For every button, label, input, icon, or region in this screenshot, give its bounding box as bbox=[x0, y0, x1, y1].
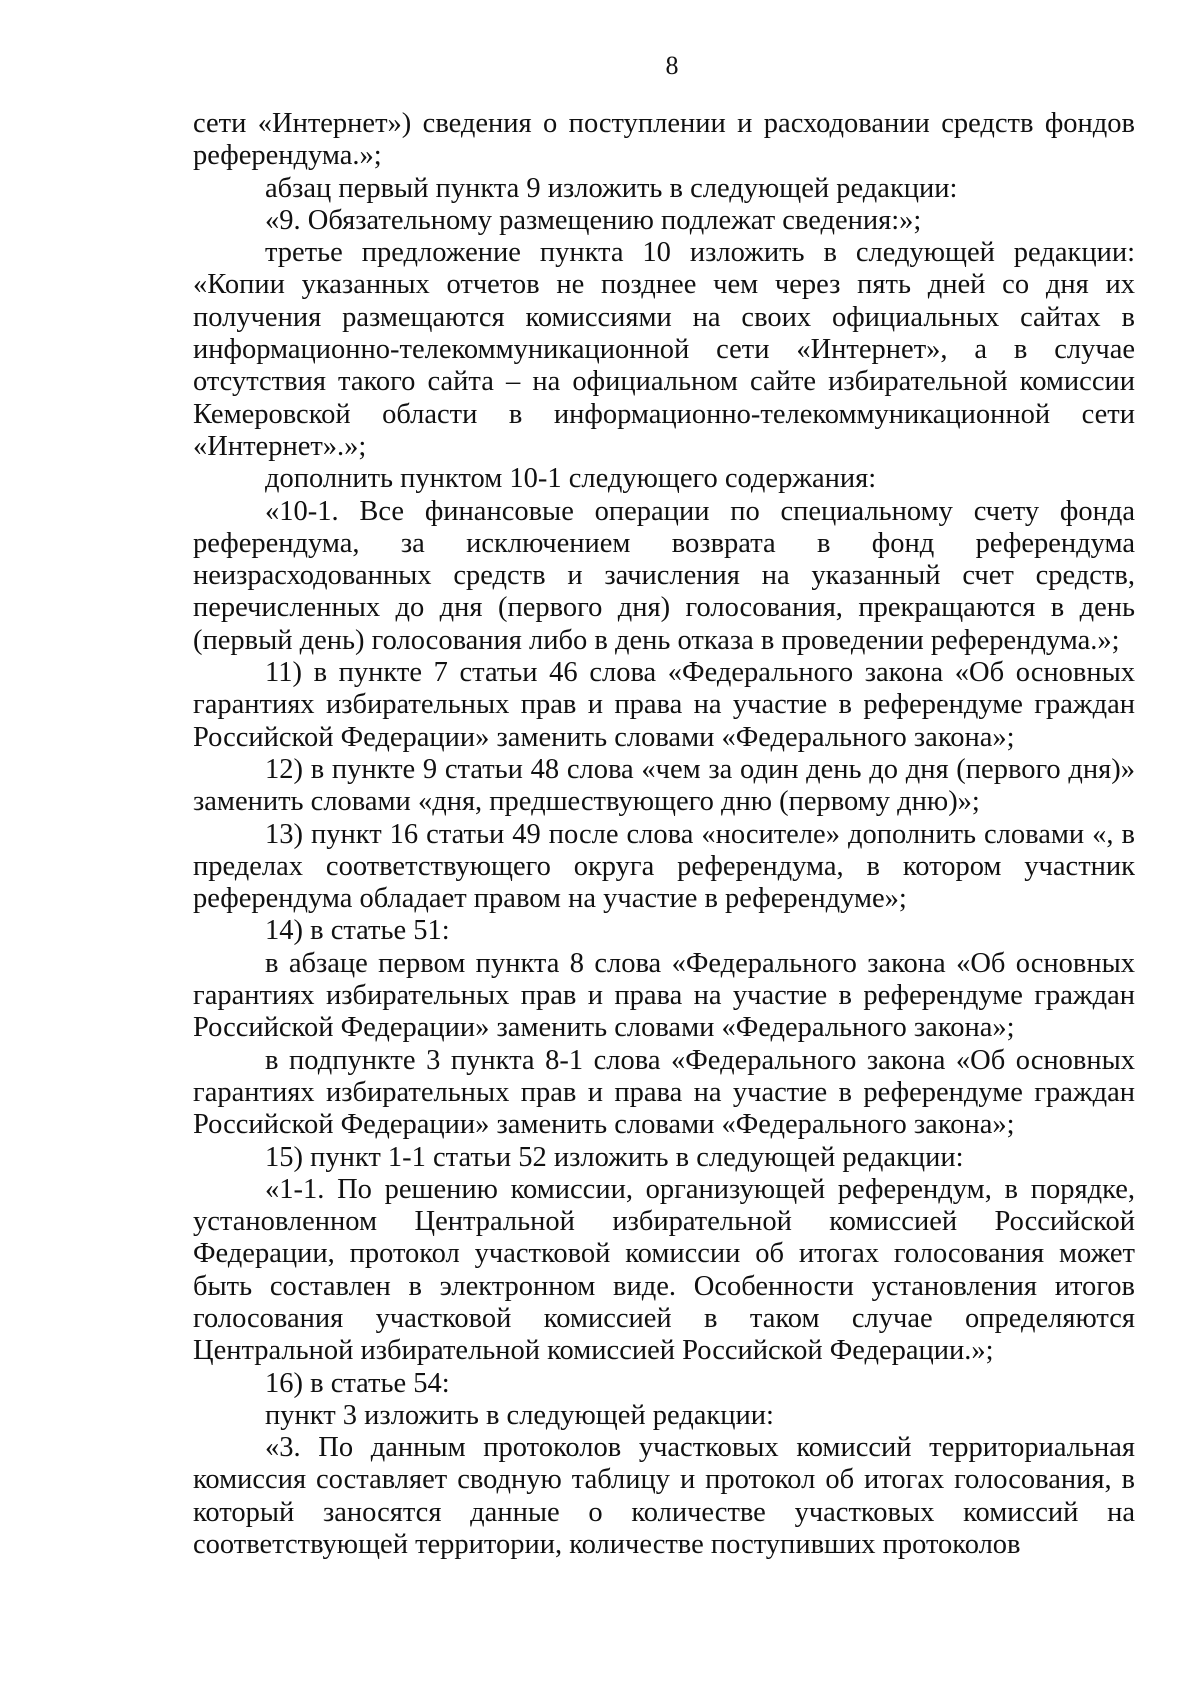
paragraph: «10-1. Все финансовые операции по специальному счету фонда референдума, за исключением возврата в фонд референдума неизрасходованных средств и зачисления на указанный счет средств, перечисленных до дня (первого дня) голосования, прекращаются в день (первый день) голосования либо в день отказа в проведении референдума.»; bbox=[193, 495, 1135, 656]
paragraph: пункт 3 изложить в следующей редакции: bbox=[265, 1399, 774, 1431]
paragraph: 14) в статье 51: bbox=[265, 915, 450, 947]
paragraph: 12) в пункте 9 статьи 48 слова «чем за один день до дня (первого дня)» заменить словами «дня, предшествующего дню (первому дню)»; bbox=[193, 753, 1135, 818]
paragraph: в подпункте 3 пункта 8-1 слова «Федерального закона «Об основных гарантиях избирательных прав и права на участие в референдуме граждан Российской Федерации» заменить словами «Федерального закона»; bbox=[193, 1044, 1135, 1141]
paragraph: 13) пункт 16 статьи 49 после слова «носителе» дополнить словами «, в пределах соответствующего округа референдума, в котором участник референдума обладает правом на участие в референдуме»; bbox=[193, 818, 1135, 915]
paragraph: «1-1. По решению комиссии, организующей референдум, в порядке, установленном Центральной избирательной комиссией Российской Федерации, протокол участковой комиссии об итогах голосования может быть составлен в электронном виде. Особенности установления итогов голосования участковой комиссией в таком случае определяются Центральной избирательной комиссией Российской Федерации.»; bbox=[193, 1173, 1135, 1367]
page-number: 8 bbox=[665, 51, 679, 80]
paragraph: 16) в статье 54: bbox=[265, 1367, 450, 1399]
paragraph: сети «Интернет») сведения о поступлении и расходовании средств фондов референдума.»; bbox=[193, 108, 1135, 172]
paragraph: «9. Обязательному размещению подлежат сведения:»; bbox=[265, 204, 922, 236]
paragraph: 15) пункт 1-1 статьи 52 изложить в следующей редакции: bbox=[265, 1141, 964, 1173]
paragraph: абзац первый пункта 9 изложить в следующей редакции: bbox=[265, 172, 958, 204]
paragraph: 11) в пункте 7 статьи 46 слова «Федерального закона «Об основных гарантиях избирательных прав и права на участие в референдуме граждан Российской Федерации» заменить словами «Федерального закона»; bbox=[193, 657, 1135, 753]
paragraph: третье предложение пункта 10 изложить в следующей редакции: «Копии указанных отчетов не позднее чем через пять дней со дня их получения размещаются комиссиями на своих официальных сайтах в информационно-телекоммуникационной сети «Интернет», а в случае отсутствия такого сайта – на официальном сайте избирательной комиссии Кемеровской области в информационно-телекоммуникационной сети «Интернет».»; bbox=[193, 237, 1135, 462]
paragraph: дополнить пунктом 10-1 следующего содержания: bbox=[265, 463, 877, 495]
paragraph: в абзаце первом пункта 8 слова «Федерального закона «Об основных гарантиях избирательных прав и права на участие в референдуме граждан Российской Федерации» заменить словами «Федерального закона»; bbox=[193, 947, 1135, 1044]
paragraph: «3. По данным протоколов участковых комиссий территориальная комиссия составляет сводную таблицу и протокол об итогах голосования, в который заносятся данные о количестве участковых комиссий на соответствующей территории, количестве поступивших протоколов bbox=[193, 1432, 1135, 1561]
document-body bbox=[193, 108, 1135, 1561]
